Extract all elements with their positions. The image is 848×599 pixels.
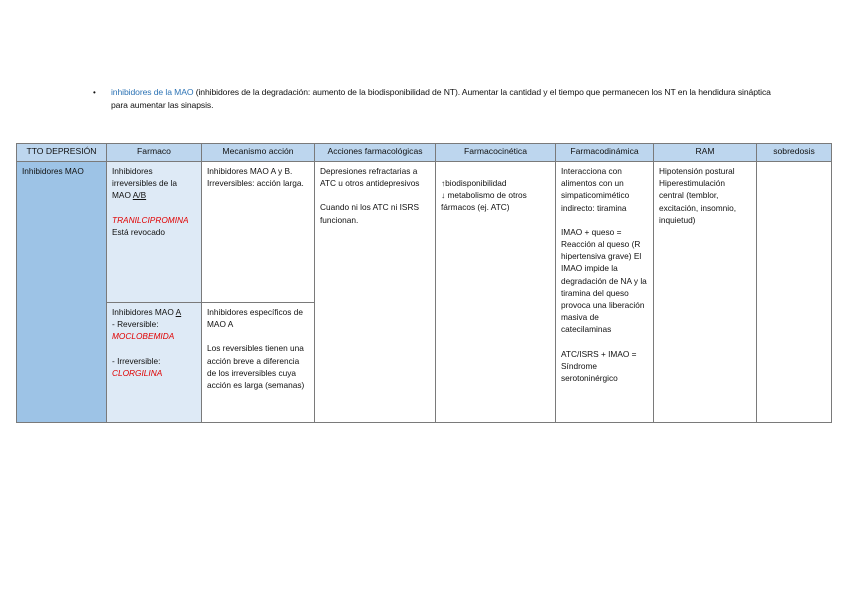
dinamica-3: ATC/ISRS + IMAO = Síndrome serotoninérgico	[561, 348, 637, 384]
drug-b-rev-label: - Reversible:	[112, 319, 159, 330]
drug-b-title	[112, 306, 196, 318]
cell-drug-reversible	[107, 303, 202, 423]
mech-b-1: Inhibidores específicos de MAO A	[207, 307, 303, 330]
acciones-2: Cuando ni los ATC ni ISRS funcionan.	[320, 202, 419, 225]
drug-a-line: Inhibidores irreversibles de la MAO	[112, 166, 178, 201]
cell-cinetica	[436, 162, 556, 423]
cell-drug-irreversible	[107, 162, 202, 303]
cell-dinamica	[556, 162, 654, 423]
bullet-icon: •	[93, 88, 96, 97]
cinetica-2: ↓ metabolismo de otros fármacos (ej. ATC)	[441, 190, 527, 213]
intro-highlight: inhibidores de la MAO	[111, 87, 194, 97]
cell-sobredosis	[757, 162, 832, 423]
drug-moclobemida: MOCLOBEMIDA	[112, 331, 175, 342]
drug-b-sub: A	[175, 307, 182, 317]
acciones-1: Depresiones refractarias a ATC u otros antidepresivos	[320, 166, 420, 189]
cell-ram: Hipotensión postural Hiperestimulación central (temblor, excitación, insomnio, inquietud)	[654, 162, 757, 423]
intro-paragraph	[93, 86, 773, 112]
dinamica-2: IMAO + queso = Reacción al queso (R hipertensiva grave) El IMAO impide la degradación de NA y la tiramina del queso provoca una liberación masiva de catecilaminas	[561, 226, 647, 335]
table-row	[17, 162, 832, 303]
intro-rest: (inhibidores de la degradación: aumento de la biodisponibilidad de NT). Aumentar la cantidad y el tiempo que permanecen los NT en la hendidura sináptica para aumentar las sinapsis.	[111, 87, 771, 110]
drug-a-sub: A/B	[132, 190, 147, 201]
header-sobredosis: sobredosis	[757, 144, 832, 162]
intro-text	[111, 86, 773, 112]
drug-b-line: Inhibidores MAO	[112, 307, 176, 317]
header-ram: RAM	[654, 144, 757, 162]
header-tto: TTO DEPRESIÓN	[17, 144, 107, 162]
header-row	[17, 144, 832, 162]
header-acciones: Acciones farmacológicas	[315, 144, 436, 162]
drug-b-irrev-label: - Irreversible:	[112, 355, 161, 366]
cell-acciones	[315, 162, 436, 423]
cinetica-1: ↑biodisponibilidad	[441, 178, 507, 188]
header-farmaco: Farmaco	[107, 144, 202, 162]
drug-a-note: Está revocado	[112, 226, 166, 237]
cell-mech-b	[202, 303, 315, 423]
header-farmacocinetica: Farmacocinética	[436, 144, 556, 162]
cell-mech-a: Inhibidores MAO A y B. Irreversibles: acción larga.	[202, 162, 315, 303]
drug-a-title	[112, 165, 196, 202]
drug-clorgilina: CLORGILINA	[112, 367, 163, 378]
header-mecanismo: Mecanismo acción	[202, 144, 315, 162]
header-farmacodinamica: Farmacodinámica	[556, 144, 654, 162]
treatment-table	[16, 143, 832, 423]
drug-tranilcipromina: TRANILCIPROMINA	[112, 214, 189, 225]
cell-tto: Inhibidores MAO	[17, 162, 107, 423]
dinamica-1: Interacciona con alimentos con un simpaticomimético indirecto: tiramina	[561, 166, 630, 213]
mech-b-2: Los reversibles tienen una acción breve a diferencia de los irreversibles cuya acción es larga (semanas)	[207, 343, 305, 391]
